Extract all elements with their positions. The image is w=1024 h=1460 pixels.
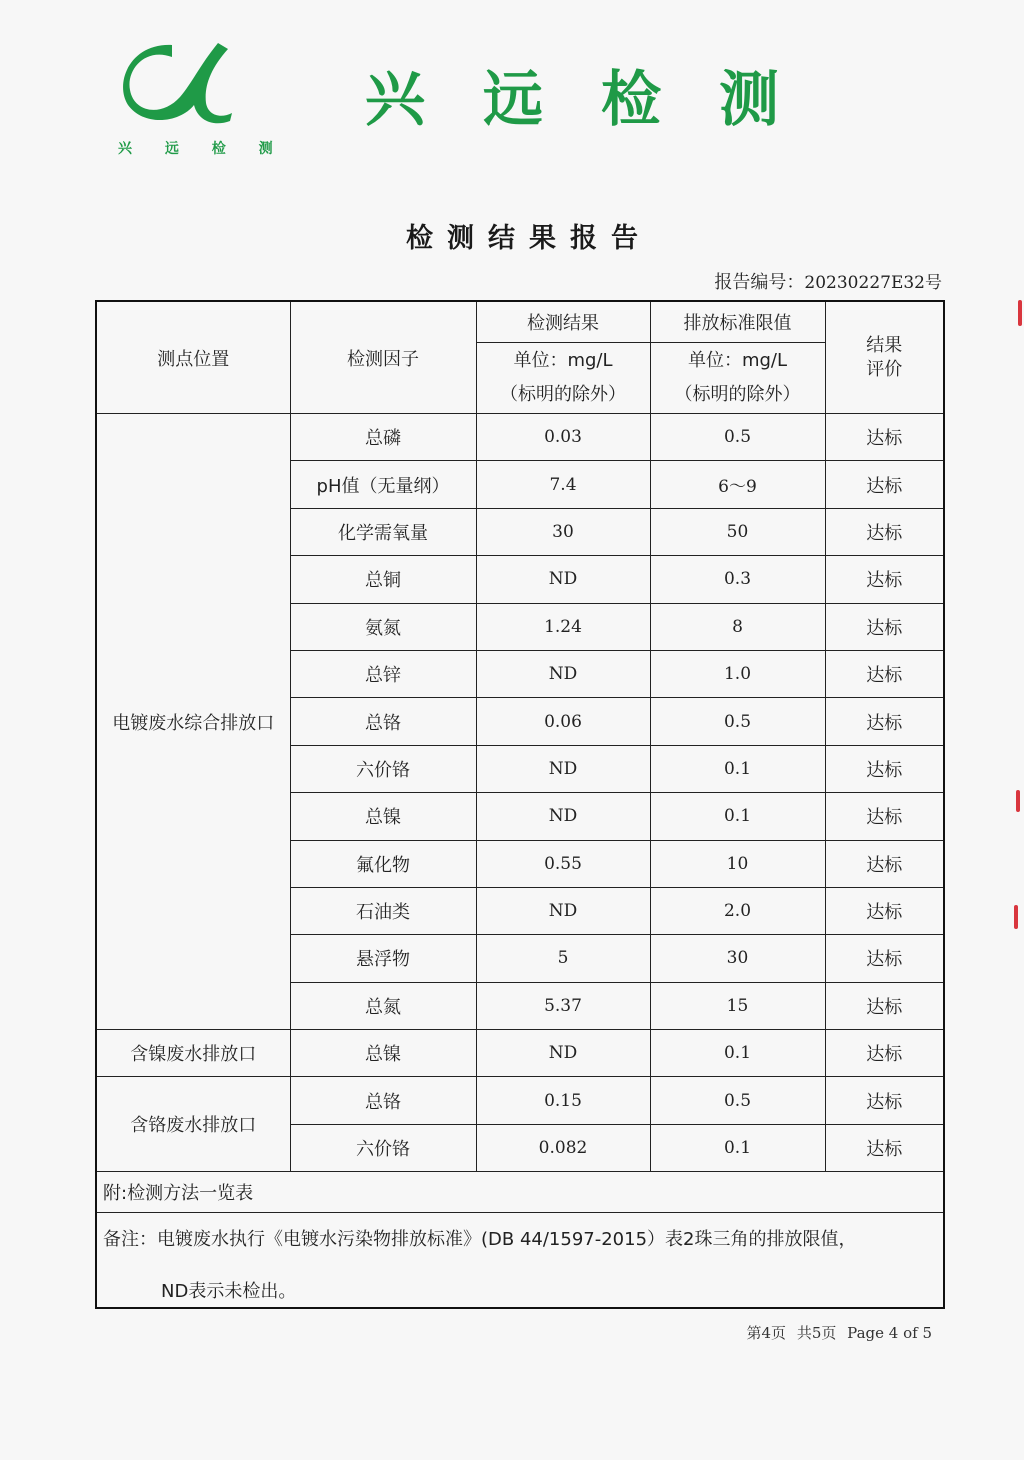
limit-cell: 1.0	[650, 650, 825, 697]
factor-cell: 总氮	[290, 982, 476, 1029]
factor-cell: 石油类	[290, 887, 476, 934]
result-cell: ND	[476, 1030, 650, 1077]
limit-cell: 0.1	[650, 793, 825, 840]
header-location: 测点位置	[96, 301, 290, 414]
header-result: 检测结果	[476, 301, 650, 343]
location-cell: 含铬废水排放口	[96, 1077, 290, 1172]
evaluation-cell: 达标	[825, 793, 944, 840]
page-footer	[741, 1322, 932, 1343]
limit-cell: 0.5	[650, 414, 825, 461]
evaluation-cell: 达标	[825, 508, 944, 555]
table-row	[96, 414, 944, 461]
factor-cell: pH值（无量纲）	[290, 461, 476, 508]
evaluation-cell: 达标	[825, 1030, 944, 1077]
report-number-value: 20230227E32号	[804, 273, 942, 293]
seal-edge-mark	[1014, 905, 1018, 929]
report-number	[714, 268, 942, 294]
footer-page-cn: 第4页	[746, 1324, 787, 1342]
factor-cell: 总锌	[290, 650, 476, 697]
factor-cell: 总铜	[290, 556, 476, 603]
table-row	[96, 1030, 944, 1077]
factor-cell: 总镍	[290, 1030, 476, 1077]
evaluation-cell: 达标	[825, 887, 944, 934]
evaluation-cell: 达标	[825, 1077, 944, 1124]
seal-edge-mark	[1016, 790, 1020, 812]
factor-cell: 六价铬	[290, 745, 476, 792]
factor-cell: 总铬	[290, 698, 476, 745]
remark-cell	[96, 1213, 944, 1309]
header-evaluation-text: 结果评价	[866, 334, 903, 380]
header-evaluation	[825, 301, 944, 414]
result-cell: 0.15	[476, 1077, 650, 1124]
limit-cell: 8	[650, 603, 825, 650]
results-table	[95, 300, 945, 1309]
limit-cell: 0.3	[650, 556, 825, 603]
limit-cell: 50	[650, 508, 825, 555]
result-cell: 5.37	[476, 982, 650, 1029]
factor-cell: 悬浮物	[290, 935, 476, 982]
factor-cell: 氨氮	[290, 603, 476, 650]
factor-cell: 总磷	[290, 414, 476, 461]
limit-cell: 0.5	[650, 1077, 825, 1124]
limit-cell: 0.1	[650, 1030, 825, 1077]
company-logo-icon	[120, 35, 240, 125]
result-cell: 0.06	[476, 698, 650, 745]
evaluation-cell: 达标	[825, 556, 944, 603]
result-cell: 0.55	[476, 840, 650, 887]
factor-cell: 六价铬	[290, 1124, 476, 1171]
result-cell: 30	[476, 508, 650, 555]
evaluation-cell: 达标	[825, 1124, 944, 1171]
attachment-note: 附:检测方法一览表	[96, 1172, 944, 1213]
evaluation-cell: 达标	[825, 650, 944, 697]
limit-unit: 单位：mg/L	[687, 350, 788, 371]
factor-cell: 化学需氧量	[290, 508, 476, 555]
result-unit-note: （标明的除外）	[500, 384, 626, 405]
evaluation-cell: 达标	[825, 745, 944, 792]
company-brand-name: 兴远检测	[365, 65, 837, 135]
limit-cell: 15	[650, 982, 825, 1029]
factor-cell: 总镍	[290, 793, 476, 840]
header-limit: 排放标准限值	[650, 301, 825, 343]
limit-cell: 2.0	[650, 887, 825, 934]
limit-cell: 10	[650, 840, 825, 887]
limit-cell: 6～9	[650, 461, 825, 508]
result-cell: 5	[476, 935, 650, 982]
header-factor: 检测因子	[290, 301, 476, 414]
result-cell: 0.03	[476, 414, 650, 461]
footer-page-en: Page 4 of 5	[847, 1324, 932, 1342]
factor-cell: 总铬	[290, 1077, 476, 1124]
result-cell: ND	[476, 793, 650, 840]
footer-total-cn: 共5页	[796, 1324, 837, 1342]
evaluation-cell: 达标	[825, 414, 944, 461]
limit-unit-note: （标明的除外）	[674, 384, 801, 405]
limit-cell: 0.1	[650, 1124, 825, 1171]
logo-caption: 兴 远 检 测	[118, 141, 287, 157]
report-number-label: 报告编号：	[714, 272, 805, 293]
result-cell: ND	[476, 887, 650, 934]
result-cell: 1.24	[476, 603, 650, 650]
result-cell: 7.4	[476, 461, 650, 508]
table-row	[96, 1077, 944, 1124]
limit-cell: 30	[650, 935, 825, 982]
location-cell: 电镀废水综合排放口	[96, 414, 290, 1030]
result-cell: ND	[476, 650, 650, 697]
location-cell: 含镍废水排放口	[96, 1030, 290, 1077]
evaluation-cell: 达标	[825, 982, 944, 1029]
report-title: 检测结果报告	[406, 223, 652, 254]
header-result-unit	[476, 343, 650, 414]
header-limit-unit	[650, 343, 825, 414]
evaluation-cell: 达标	[825, 840, 944, 887]
result-cell: ND	[476, 556, 650, 603]
result-unit: 单位：mg/L	[513, 350, 613, 371]
seal-edge-mark	[1018, 300, 1022, 326]
result-cell: ND	[476, 745, 650, 792]
limit-cell: 0.5	[650, 698, 825, 745]
evaluation-cell: 达标	[825, 461, 944, 508]
evaluation-cell: 达标	[825, 935, 944, 982]
remark-line-2: ND表示未检出。	[161, 1281, 297, 1303]
result-cell: 0.082	[476, 1124, 650, 1171]
limit-cell: 0.1	[650, 745, 825, 792]
evaluation-cell: 达标	[825, 698, 944, 745]
factor-cell: 氟化物	[290, 840, 476, 887]
evaluation-cell: 达标	[825, 603, 944, 650]
remark-line-1: 备注：电镀废水执行《电镀水污染物排放标准》(DB 44/1597-2015）表2珠三角的排放限值，	[103, 1229, 857, 1251]
